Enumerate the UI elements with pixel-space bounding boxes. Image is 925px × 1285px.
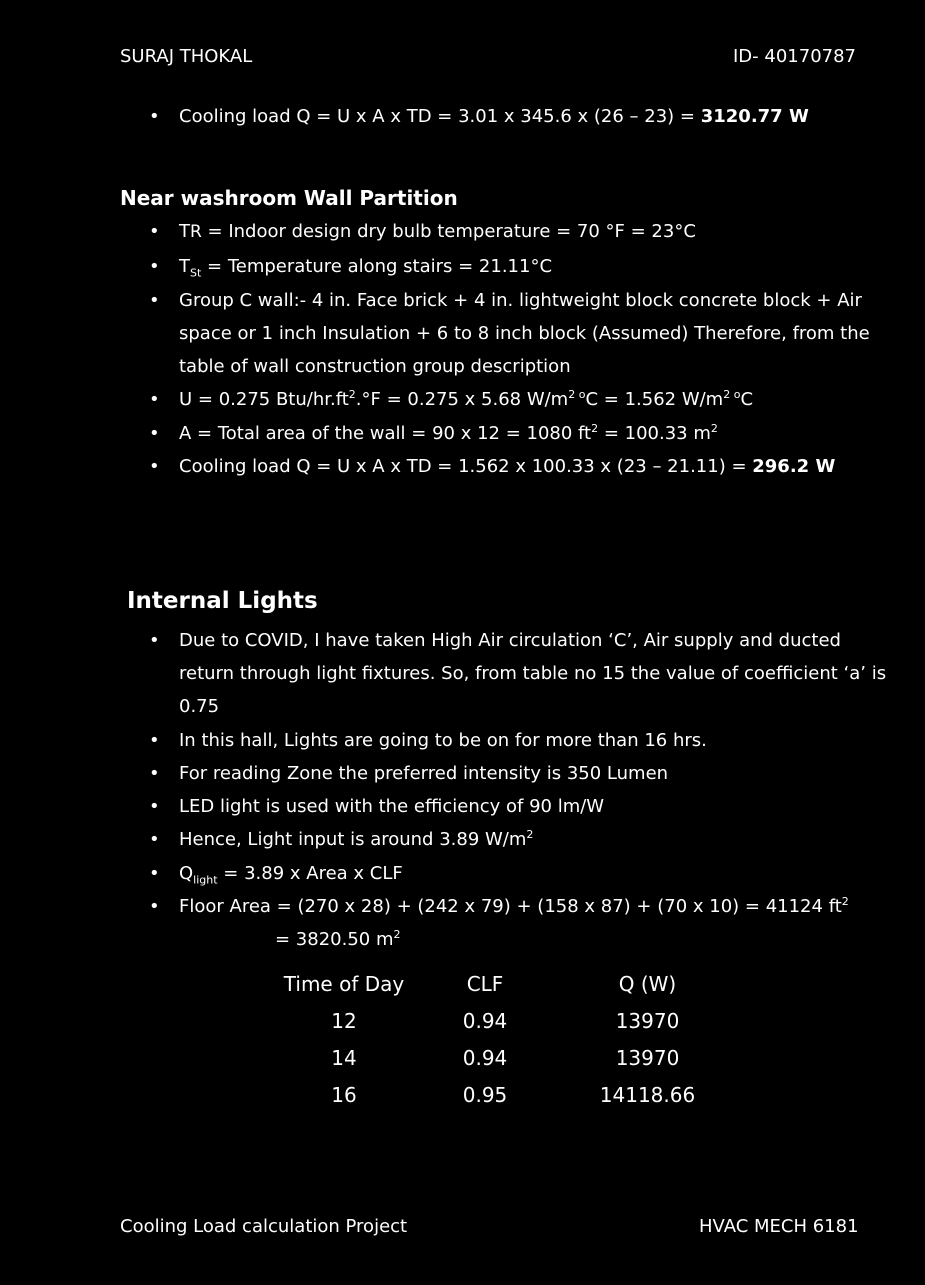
table-header-clf: CLF	[466, 972, 504, 996]
list-item: • $T_{St}$ = Temperature along stairs = 21.11°C	[179, 250, 899, 283]
table-cell: 13970	[615, 1009, 680, 1033]
table-cell: 14	[331, 1046, 357, 1070]
list-item: • Floor Area = (270 x 28) + (242 x 79) + (158 x 87) + (70 x 10) = 41124 $ft^2$	[179, 890, 899, 923]
table-cell: 0.94	[462, 1046, 508, 1070]
list-item: • TR = Indoor design dry bulb temperature = 70 °F = 23°C	[179, 215, 899, 249]
list-item: • $Q_{light} = 3.89$ x Area x CLF	[179, 857, 899, 890]
list-item: • A = Total area of the wall = 90 x 12 = 1080 $ft^2 = 100.33$ $m^2$	[179, 417, 899, 450]
table-header-time: Time of Day	[283, 972, 405, 996]
cooling-load-text: Cooling load Q = U x A x TD = 3.01 x 345.6 x (26 – 23) =	[179, 106, 701, 127]
section-heading-washroom: Near washroom Wall Partition	[120, 186, 458, 210]
list-item: • In this hall, Lights are going to be on for more than 16 hrs.	[179, 724, 899, 757]
table-row	[260, 1009, 730, 1046]
table-cell: 14118.66	[599, 1083, 696, 1107]
list-item: • Group C wall:- 4 in. Face brick + 4 in. lightweight block concrete block + Air space or 1 inch Insulation + 6 to 8 inch block (Assumed) Therefore, from the table of wall construction group description	[179, 284, 899, 383]
table-cell: 16	[331, 1083, 357, 1107]
floor-area-line2: = 3820.50 $m^2$	[275, 928, 401, 950]
header-id: ID- 40170787	[733, 46, 857, 67]
table-cell: 12	[331, 1009, 357, 1033]
table-row	[260, 1083, 730, 1120]
list-item: • Cooling load Q = U x A x TD = 1.562 x 100.33 x (23 – 21.11) = 296.2 W	[179, 450, 899, 483]
list-item: • Hence, Light input is around 3.89 $W/m^2$	[179, 823, 899, 856]
table-header-row	[260, 972, 730, 1009]
list-item: • LED light is used with the efficiency of 90 lm/W	[179, 790, 899, 823]
table-cell: 0.94	[462, 1009, 508, 1033]
table-row	[260, 1046, 730, 1083]
section-heading-lights: Internal Lights	[127, 588, 318, 614]
list-item	[179, 100, 899, 133]
footer-project: Cooling Load calculation Project	[120, 1216, 408, 1237]
table-cell: 13970	[615, 1046, 680, 1070]
cooling-load-result: 3120.77 W	[700, 106, 809, 127]
footer-course: HVAC MECH 6181	[699, 1216, 859, 1237]
list-item: • U = 0.275 Btu/$hr.ft^2.^\circ F = 0.275$ x 5.68 $W/m^{2 o}C = 1.562$ $W/m^{2 o}C$	[179, 383, 899, 416]
list-item: • Due to COVID, I have taken High Air circulation ‘C’, Air supply and ducted return through light fixtures. So, from table no 15 the value of coefficient ‘a’ is 0.75	[179, 624, 899, 723]
list-item: • For reading Zone the preferred intensity is 350 Lumen	[179, 757, 899, 790]
header-author: SURAJ THOKAL	[120, 46, 253, 67]
table-header-q: Q (W)	[618, 972, 677, 996]
table-cell: 0.95	[462, 1083, 508, 1107]
